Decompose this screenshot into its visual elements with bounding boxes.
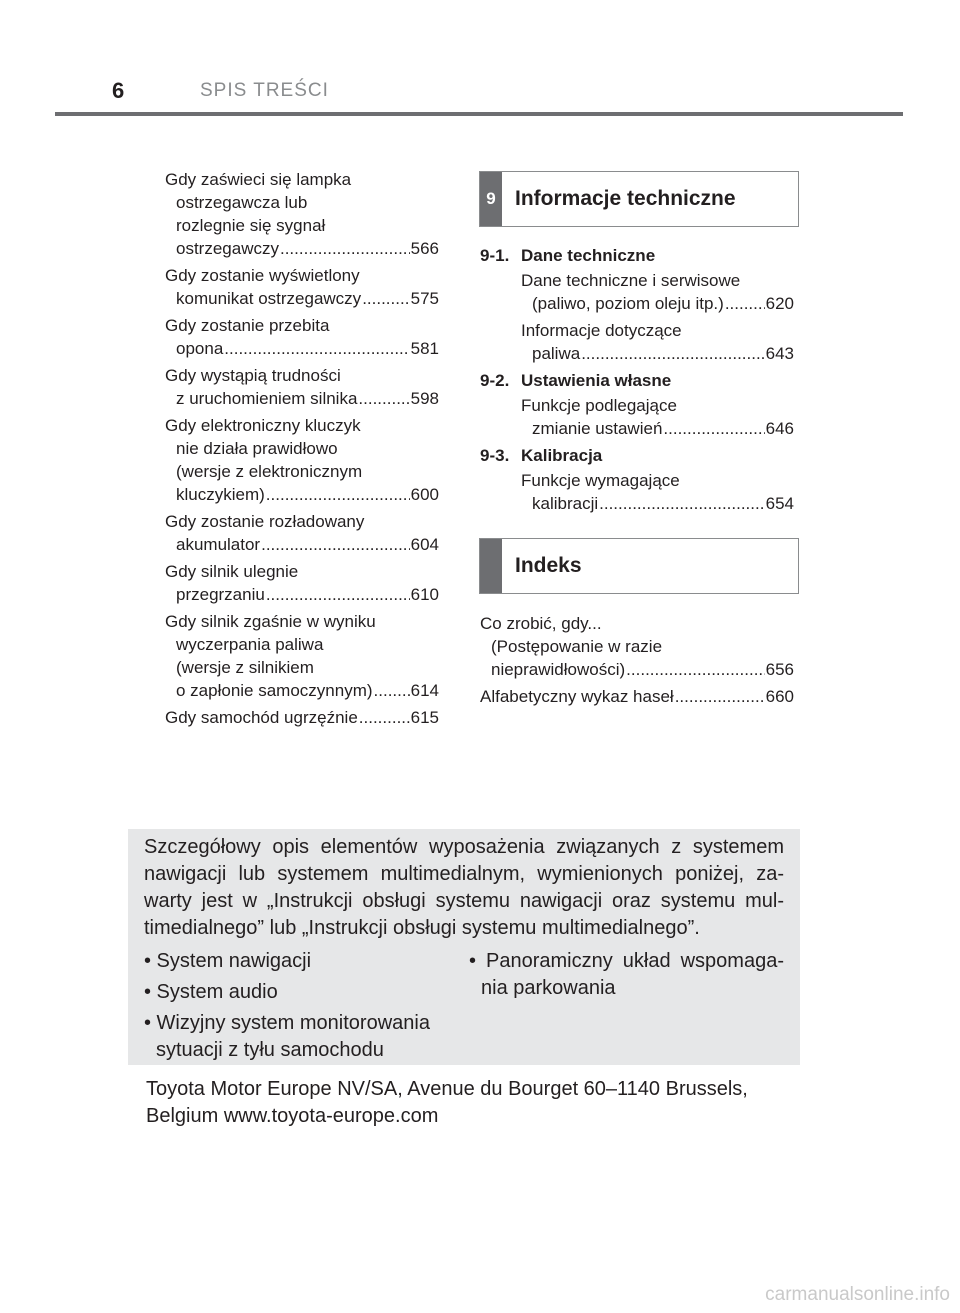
toc-entry-line: Gdy zaświeci się lampka [165, 170, 352, 189]
subsection-title: Ustawienia własne [521, 371, 672, 390]
toc-entry-line: nie działa prawidłowo [176, 439, 338, 458]
toc-entry-text: kalibracji [532, 494, 599, 513]
bullet-list-right [469, 948, 784, 1068]
bullet-item: • Wizyjny system monitorowania sytuacji z tyłu samochodu [144, 1012, 430, 1061]
toc-entry-text: paliwa [532, 344, 581, 363]
toc-entry[interactable] [480, 394, 794, 440]
toc-entry-text: o zapłonie samoczynnym) [176, 681, 373, 700]
leader-dots [626, 658, 764, 681]
bullet-item: • Panoramiczny układ wspomagania parkowania [469, 950, 784, 999]
bullet-item: • System nawigacji [144, 950, 312, 972]
toc-page-number: 620 [765, 294, 794, 313]
toc-entry-text: akumulator [176, 535, 261, 554]
toc-entry-line: Gdy zostanie przebita [165, 316, 330, 335]
subsection-number: 9-3. [480, 446, 510, 465]
toc-entry-text: z uruchomieniem silnika [176, 389, 358, 408]
subsection-heading[interactable] [480, 244, 794, 267]
toc-page-number: 610 [410, 585, 439, 604]
section-number-tab: 9 [480, 172, 502, 226]
toc-entry-line: (Postępowanie w razie [491, 637, 663, 656]
toc-page-number: 598 [410, 389, 439, 408]
leader-dots [725, 292, 765, 315]
index-contents [480, 612, 794, 712]
toc-entry-text: Alfabetyczny wykaz haseł [480, 687, 674, 706]
toc-entry[interactable] [165, 560, 439, 606]
info-paragraph: Szczegółowy opis elementów wyposażenia związanych z systemem nawigacji lub systemem multimedialnym, wymienionych poniżej, zawarty jest w „Instrukcji obsługi systemu nawigacji oraz systemu multimedialnego” lub „Instrukcji obsługi systemu multimedialnego”. [144, 836, 784, 939]
toc-entry-text: przegrzaniu [176, 585, 265, 604]
toc-entry[interactable] [165, 414, 439, 506]
toc-entry-line: Funkcje podlegające [521, 396, 677, 415]
subsection-number: 9-2. [480, 371, 510, 390]
toc-entry[interactable] [480, 469, 794, 515]
toc-entry[interactable] [165, 168, 439, 260]
toc-entry-line: Informacje dotyczące [521, 321, 682, 340]
toc-entry-line: Funkcje wymagające [521, 471, 680, 490]
watermark: carmanualsonline.info [765, 1284, 950, 1305]
toc-entry-line: (wersje z elektronicznym [176, 462, 363, 481]
toc-entry-text: opona [176, 339, 224, 358]
toc-entry-line: Gdy silnik ulegnie [165, 562, 299, 581]
toc-entry-line: rozlegnie się sygnał [176, 216, 326, 235]
page-title: SPIS TREŚCI [200, 80, 329, 101]
leader-dots [599, 492, 764, 515]
toc-entry-text: ostrzegawczy [176, 239, 279, 258]
toc-entry-line: Gdy elektroniczny kluczyk [165, 416, 361, 435]
toc-page-number: 581 [410, 339, 439, 358]
toc-page-number: 643 [765, 344, 794, 363]
leader-dots [359, 706, 410, 729]
toc-entry-line: Gdy zostanie wyświetlony [165, 266, 360, 285]
toc-entry[interactable] [165, 264, 439, 310]
subsection-heading[interactable] [480, 444, 794, 467]
toc-entry[interactable] [480, 269, 794, 315]
toc-page-number: 614 [410, 681, 439, 700]
toc-entry-line: (wersje z silnikiem [176, 658, 314, 677]
section-tab [480, 539, 502, 593]
header-divider [55, 112, 903, 116]
toc-entry-line: Gdy zostanie rozładowany [165, 512, 365, 531]
toc-page-number: 575 [410, 289, 439, 308]
subsection-title: Kalibracja [521, 446, 603, 465]
publisher-address: Toyota Motor Europe NV/SA, Avenue du Bourget 60–1140 Brussels, Belgium www.toyota-europe.com [146, 1078, 748, 1127]
toc-entry-text: zmianie ustawień [532, 419, 663, 438]
toc-entry-line: Gdy silnik zgaśnie w wyniku [165, 612, 376, 631]
leader-dots [374, 679, 410, 702]
subsection-title: Dane techniczne [521, 246, 656, 265]
toc-entry[interactable] [480, 685, 794, 708]
leader-dots [581, 342, 764, 365]
section-title: Indeks [515, 554, 582, 577]
toc-entry-text: Gdy samochód ugrzęźnie [165, 708, 358, 727]
bullet-item: • System audio [144, 981, 278, 1003]
index-section-header[interactable] [479, 538, 799, 594]
subsection-number: 9-1. [480, 246, 510, 265]
toc-entry-line: Gdy wystąpią trudności [165, 366, 341, 385]
toc-entry-text: (paliwo, poziom oleju itp.) [532, 294, 724, 313]
subsection-heading[interactable] [480, 369, 794, 392]
toc-left-column [165, 168, 439, 733]
toc-entry[interactable] [165, 314, 439, 360]
toc-entry-line: Co zrobić, gdy... [480, 614, 602, 633]
leader-dots [663, 417, 764, 440]
toc-entry[interactable] [165, 364, 439, 410]
section-9-contents [480, 244, 794, 519]
leader-dots [266, 583, 410, 606]
toc-entry-line: Dane techniczne i serwisowe [521, 271, 741, 290]
toc-entry-text: nieprawidłowości) [491, 660, 626, 679]
leader-dots [362, 287, 409, 310]
leader-dots [266, 483, 410, 506]
toc-entry-text: kluczykiem) [176, 485, 265, 504]
toc-page-number: 566 [410, 239, 439, 258]
info-box [128, 829, 800, 1065]
toc-page-number: 660 [765, 687, 794, 706]
page-number: 6 [112, 78, 125, 103]
toc-page-number: 646 [765, 419, 794, 438]
leader-dots [261, 533, 410, 556]
bullet-list-left [144, 948, 459, 1068]
leader-dots [280, 237, 410, 260]
leader-dots [224, 337, 409, 360]
toc-entry[interactable] [480, 319, 794, 365]
toc-entry[interactable] [165, 706, 439, 729]
section-9-header[interactable] [479, 171, 799, 227]
section-title: Informacje techniczne [515, 187, 736, 210]
toc-entry[interactable] [165, 510, 439, 556]
toc-page-number: 600 [410, 485, 439, 504]
toc-page-number: 604 [410, 535, 439, 554]
leader-dots [358, 387, 409, 410]
toc-entry-line: ostrzegawcza lub [176, 193, 308, 212]
toc-page-number: 654 [765, 494, 794, 513]
leader-dots [675, 685, 765, 708]
toc-entry-text: komunikat ostrzegawczy [176, 289, 362, 308]
toc-page-number: 615 [410, 708, 439, 727]
toc-entry-line: wyczerpania paliwa [176, 635, 324, 654]
toc-page-number: 656 [765, 660, 794, 679]
toc-entry[interactable] [480, 612, 794, 681]
toc-entry[interactable] [165, 610, 439, 702]
